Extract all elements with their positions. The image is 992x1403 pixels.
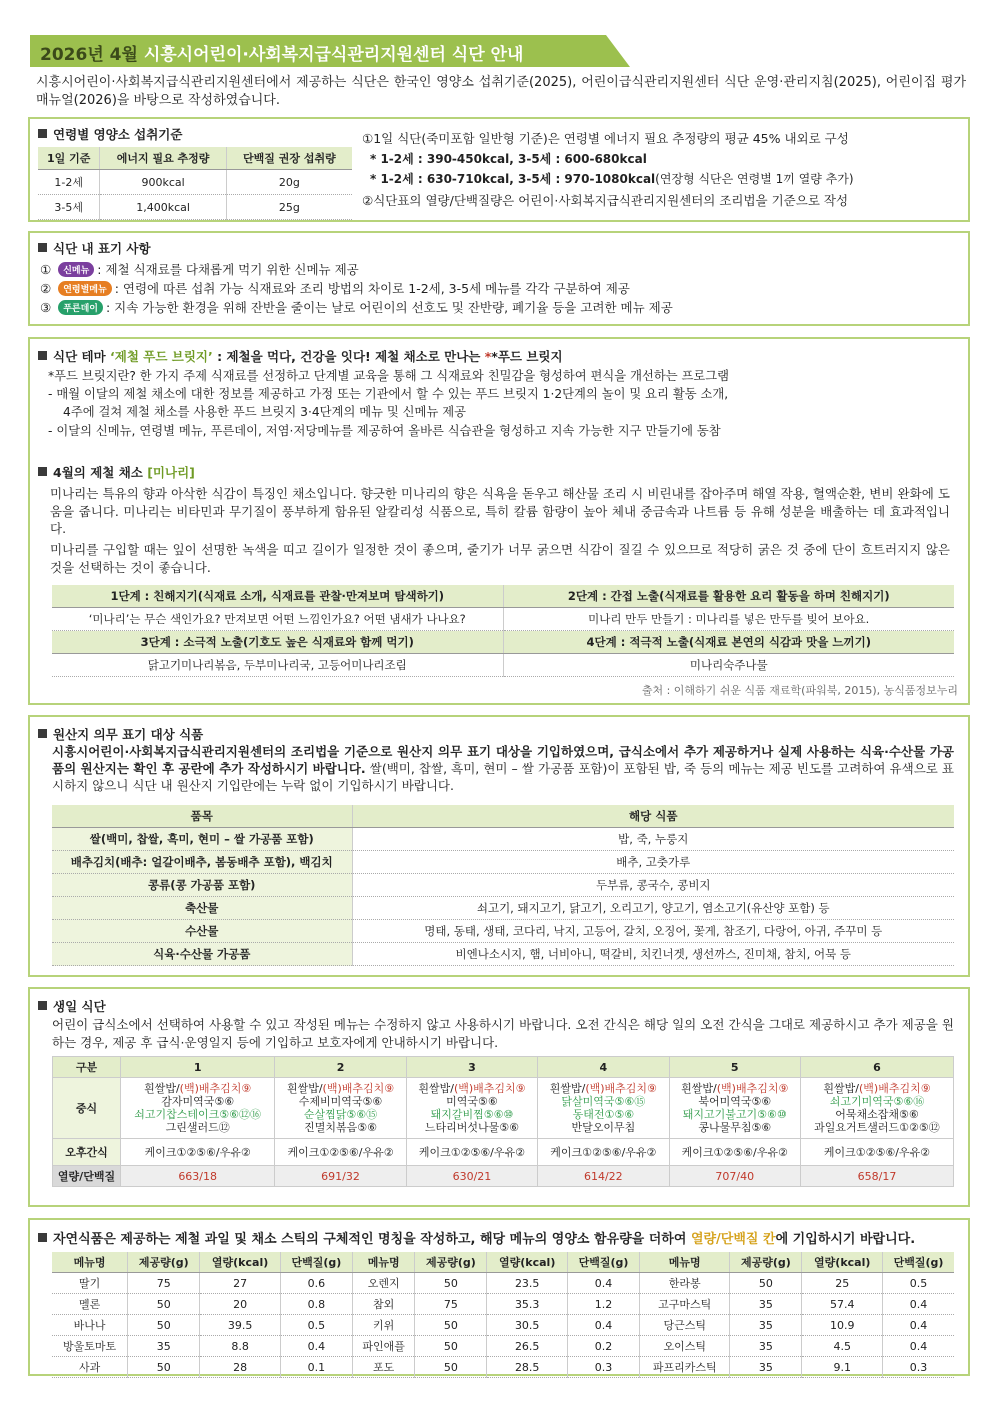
table-row bbox=[52, 1294, 954, 1315]
table-cell: 0.8 bbox=[280, 1294, 352, 1315]
table-cell: 1,400kcal bbox=[100, 195, 226, 220]
table-row bbox=[52, 1357, 954, 1378]
table-cell: 1-2세 bbox=[38, 170, 100, 195]
table-cell: 50 bbox=[128, 1294, 200, 1315]
lunch-soup: 감자미역국⑤⑥ bbox=[161, 1095, 235, 1108]
birthday-col-label: 구분 bbox=[53, 1057, 121, 1078]
header-title-text: 시흥시어린이·사회복지급식관리지원센터 식단 안내 bbox=[143, 45, 524, 65]
lunch-rice: 흰쌀밥/ bbox=[823, 1082, 859, 1095]
table-cell: 오이스틱 bbox=[640, 1336, 730, 1357]
birthday-snack-cell: 케이크①②⑤⑥/우유② bbox=[669, 1139, 800, 1166]
table-cell: 35 bbox=[128, 1336, 200, 1357]
marks-item-1 bbox=[40, 260, 359, 278]
birthday-total-row bbox=[53, 1166, 954, 1187]
table-cell: 1.2 bbox=[568, 1294, 640, 1315]
table-cell: 25g bbox=[226, 195, 352, 220]
table-cell: 쌀(백미, 찹쌀, 흑미, 현미 – 쌀 가공품 포함) bbox=[52, 828, 352, 851]
birthday-lunch-cell bbox=[406, 1078, 537, 1139]
step-3-desc: 닭고기미나리볶음, 두부미나리국, 고등어미나리조림 bbox=[52, 654, 503, 677]
table-cell: 0.5 bbox=[280, 1315, 352, 1336]
lunch-side: 콩나물무침⑤⑥ bbox=[698, 1121, 772, 1134]
theme-section bbox=[28, 337, 970, 705]
table-cell: 35 bbox=[730, 1336, 802, 1357]
theme-heading-b: ‘제철 푸드 브릿지’ bbox=[110, 349, 213, 364]
fruits-col: 제공량(g) bbox=[128, 1252, 200, 1273]
step-3-title: 3단계 : 소극적 노출(기호도 높은 식재료와 함께 먹기) bbox=[52, 631, 503, 654]
origin-col-2: 해당 식품 bbox=[352, 805, 954, 828]
table-row bbox=[52, 828, 954, 851]
lunch-kimchi: (백)배추김치⑨ bbox=[716, 1082, 789, 1095]
origin-heading bbox=[38, 725, 203, 743]
table-cell: 27 bbox=[200, 1273, 281, 1294]
table-cell: 0.3 bbox=[568, 1357, 640, 1378]
fruits-col: 열량(kcal) bbox=[802, 1252, 883, 1273]
table-cell: 수산물 bbox=[52, 920, 352, 943]
birthday-snack-cell: 케이크①②⑤⑥/우유② bbox=[538, 1139, 669, 1166]
table-cell: 0.6 bbox=[280, 1273, 352, 1294]
veg-heading bbox=[38, 463, 195, 481]
step-1-title: 1단계 : 친해지기(식재료 소개, 식재료를 관찰·만져보며 탐색하기) bbox=[52, 585, 503, 608]
birthday-option-num: 6 bbox=[800, 1057, 953, 1078]
table-cell: 25 bbox=[802, 1273, 883, 1294]
birthday-lunch-cell bbox=[121, 1078, 275, 1139]
theme-bullet-1b: 4주에 걸쳐 제철 채소를 사용한 푸드 브릿지 3·4단계의 메뉴 및 신메뉴 제공 bbox=[63, 405, 466, 419]
fruits-col: 메뉴명 bbox=[352, 1252, 414, 1273]
table-cell: 30.5 bbox=[487, 1315, 568, 1336]
birthday-snack-row bbox=[53, 1139, 954, 1166]
fruits-col: 열량(kcal) bbox=[200, 1252, 281, 1273]
table-cell: 10.9 bbox=[802, 1315, 883, 1336]
table-cell: 50 bbox=[128, 1315, 200, 1336]
theme-definition: *푸드 브릿지란? 한 가지 주제 식재료를 선정하고 단계별 교육을 통해 그 식재료와 친밀감을 형성하여 편식을 개선하는 프로그램 bbox=[48, 369, 730, 383]
lunch-side: 반달오이무침 bbox=[571, 1121, 636, 1134]
step-2-desc: 미나리 만두 만들기 : 미나리를 넣은 만두를 빚어 보아요. bbox=[503, 608, 954, 631]
veg-paragraph-1: 미나리는 특유의 향과 아삭한 식감이 특징인 채소입니다. 향긋한 미나리의 향은 식욕을 돋우고 해산물 조리 시 비린내를 잡아주며 해열 작용, 혈액순환, 변비 완화에 도움을 줍니다. 미나리는 비타민과 무기질이 풍부하게 함유된 알칼리성 식품으로, 특히 칼륨 함량이 높아 체내 중금속과 나트륨 등 유해 성분을 배출하는 데 효과적입니다. bbox=[50, 486, 950, 536]
lunch-side: 진멸치볶음⑤⑥ bbox=[304, 1121, 377, 1134]
nutrition-col-1: 1일 기준 bbox=[38, 147, 100, 170]
birthday-heading bbox=[38, 997, 106, 1015]
table-cell: 0.4 bbox=[568, 1315, 640, 1336]
fruits-header-row bbox=[52, 1252, 954, 1273]
origin-paragraph bbox=[52, 743, 954, 794]
table-cell: 두부류, 콩국수, 콩비지 bbox=[352, 874, 954, 897]
page-header bbox=[30, 35, 630, 67]
table-cell: 0.5 bbox=[883, 1273, 954, 1294]
table-cell: 파프리카스틱 bbox=[640, 1357, 730, 1378]
nutrition-col-3: 단백질 권장 섭취량 bbox=[226, 147, 352, 170]
lunch-rice: 흰쌀밥/ bbox=[681, 1082, 717, 1095]
origin-section bbox=[28, 715, 970, 977]
table-cell: 35 bbox=[730, 1357, 802, 1378]
lunch-kimchi: (백)배추김치⑨ bbox=[179, 1082, 252, 1095]
lunch-main: 돼지갈비찜⑤⑥⑩ bbox=[430, 1108, 514, 1121]
lunch-rice: 흰쌀밥/ bbox=[144, 1082, 180, 1095]
table-cell: 콩류(콩 가공품 포함) bbox=[52, 874, 352, 897]
table-cell: 4.5 bbox=[802, 1336, 883, 1357]
birthday-snack-cell: 케이크①②⑤⑥/우유② bbox=[800, 1139, 953, 1166]
fruits-heading-a: 자연식품은 제공하는 제철 과일 및 채소 스틱의 구체적인 명칭을 작성하고, 해당 메뉴의 영양소 함유량을 더하여 bbox=[53, 1232, 691, 1247]
marks-heading bbox=[38, 239, 151, 257]
fruits-col: 단백질(g) bbox=[280, 1252, 352, 1273]
birthday-row-lunch-label: 중식 bbox=[53, 1078, 121, 1139]
table-cell: 50 bbox=[128, 1357, 200, 1378]
table-row bbox=[52, 851, 954, 874]
intro-text: 시흥시어린이·사회복지급식관리지원센터에서 제공하는 식단은 한국인 영양소 섭취기준(2025), 어린이급식관리지원센터 식단 운영·관리지침(2025), 어린이집 평가 매뉴얼(2026)을 바탕으로 작성하였습니다. bbox=[36, 75, 966, 108]
table-cell: 포도 bbox=[352, 1357, 414, 1378]
table-cell: 0.2 bbox=[568, 1336, 640, 1357]
table-cell: 배추, 고춧가루 bbox=[352, 851, 954, 874]
nutrition-heading-text: 연령별 영양소 섭취기준 bbox=[53, 127, 183, 142]
lunch-rice: 흰쌀밥/ bbox=[549, 1082, 586, 1095]
table-cell: 축산물 bbox=[52, 897, 352, 920]
new-menu-tag: 신메뉴 bbox=[58, 262, 94, 277]
lunch-kimchi: (백)배추김치⑨ bbox=[453, 1082, 526, 1095]
table-cell: 0.4 bbox=[280, 1336, 352, 1357]
green-day-tag: 푸른데이 bbox=[58, 300, 103, 315]
origin-col-1: 품목 bbox=[52, 805, 352, 828]
lunch-side: 과일요거트샐러드①②⑤⑫ bbox=[814, 1121, 940, 1134]
table-cell: 57.4 bbox=[802, 1294, 883, 1315]
lunch-soup: 미역국⑤⑥ bbox=[446, 1095, 498, 1108]
table-cell: 50 bbox=[415, 1336, 487, 1357]
lunch-kimchi: (백)배추김치⑨ bbox=[585, 1082, 657, 1095]
table-cell: 쇠고기, 돼지고기, 닭고기, 오리고기, 양고기, 염소고기(유산양 포함) 등 bbox=[352, 897, 954, 920]
table-cell: 바나나 bbox=[52, 1315, 128, 1336]
table-cell: 파인애플 bbox=[352, 1336, 414, 1357]
table-cell: 50 bbox=[415, 1315, 487, 1336]
table-cell: 39.5 bbox=[200, 1315, 281, 1336]
table-row bbox=[52, 920, 954, 943]
fruits-col: 단백질(g) bbox=[568, 1252, 640, 1273]
table-cell: 0.4 bbox=[883, 1315, 954, 1336]
table-cell: 23.5 bbox=[487, 1273, 568, 1294]
birthday-total-cell: 707/40 bbox=[669, 1166, 800, 1187]
marks-item-text: : 제철 식재료를 다채롭게 먹기 위한 신메뉴 제공 bbox=[97, 262, 359, 277]
marks-heading-text: 식단 내 표기 사항 bbox=[53, 241, 151, 256]
table-cell: 식육·수산물 가공품 bbox=[52, 943, 352, 966]
birthday-section bbox=[28, 987, 970, 1207]
birthday-snack-cell: 케이크①②⑤⑥/우유② bbox=[406, 1139, 537, 1166]
food-bridge-steps-table bbox=[52, 585, 954, 677]
table-row bbox=[52, 897, 954, 920]
fruits-col: 제공량(g) bbox=[415, 1252, 487, 1273]
birthday-lunch-cell bbox=[538, 1078, 669, 1139]
table-cell: 0.3 bbox=[883, 1357, 954, 1378]
table-cell: 딸기 bbox=[52, 1273, 128, 1294]
marks-item-text: : 연령에 따른 섭취 가능 식재료와 조리 방법의 차이로 1-2세, 3-5세 메뉴를 각각 구분하여 제공 bbox=[114, 281, 630, 296]
fruits-heading bbox=[38, 1228, 915, 1247]
page-title bbox=[40, 40, 523, 65]
table-cell: 35 bbox=[730, 1294, 802, 1315]
header-year-month: 2026년 4월 bbox=[40, 45, 138, 65]
nutrition-note-3a: * 1-2세 : 630-710kcal, 3-5세 : 970-1080kcal bbox=[370, 172, 656, 186]
table-cell: 한라봉 bbox=[640, 1273, 730, 1294]
birthday-option-num: 3 bbox=[406, 1057, 537, 1078]
lunch-main: 순살찜닭⑤⑥⑮ bbox=[303, 1108, 378, 1121]
table-cell: 0.1 bbox=[280, 1357, 352, 1378]
birthday-lunch-cell bbox=[800, 1078, 953, 1139]
veg-name: [미나리] bbox=[147, 465, 195, 480]
origin-paragraph-bold: 시흥시어린이·사회복지급식관리지원센터의 조리법을 기준으로 원산지 의무 표기 대상을 기입하였으며, 급식소에서 추가 제공하거나 실제 사용하는 식육·수산물 가공품의 원산지는 확인 후 공란에 추가 작성하시기 바랍니다. bbox=[52, 744, 954, 776]
lunch-soup: 북어미역국⑤⑥ bbox=[698, 1095, 772, 1108]
marks-item-num: ② bbox=[40, 281, 52, 296]
lunch-side: 그린샐러드⑫ bbox=[165, 1121, 230, 1134]
table-cell: 75 bbox=[415, 1294, 487, 1315]
birthday-option-num: 4 bbox=[538, 1057, 669, 1078]
table-cell: 35 bbox=[730, 1315, 802, 1336]
table-cell: 배추김치(배추: 얼갈이배추, 봄동배추 포함), 백김치 bbox=[52, 851, 352, 874]
origin-paragraph-rest: 쌀(백미, 찹쌀, 흑미, 현미 – 쌀 가공품 포함)이 포함된 밥, 죽 등의 메뉴는 제공 빈도를 고려하여 유색으로 표시하지 않으니 식단 내 원산지 기입란에는 누락 없이 기입하시기 바랍니다. bbox=[52, 761, 955, 793]
marks-item-2 bbox=[40, 279, 630, 297]
theme-heading: 식단 테마 ‘제철 푸드 브릿지’ : 제철을 먹다, 건강을 잇다! 제철 채소로 만나는 **푸드 브릿지 bbox=[38, 347, 563, 365]
table-cell: 키위 bbox=[352, 1315, 414, 1336]
marks-section bbox=[28, 231, 970, 326]
fruits-col: 열량(kcal) bbox=[487, 1252, 568, 1273]
table-cell: 밥, 죽, 누룽지 bbox=[352, 828, 954, 851]
nutrition-section bbox=[28, 117, 970, 222]
birthday-snack-cell: 케이크①②⑤⑥/우유② bbox=[121, 1139, 275, 1166]
veg-heading-text: 4월의 제철 채소 bbox=[53, 465, 143, 480]
fruits-heading-c: 에 기입하시기 바랍니다. bbox=[775, 1232, 916, 1247]
table-cell: 28.5 bbox=[487, 1357, 568, 1378]
lunch-main: 쇠고기찹스테이크⑤⑥⑫⑯ bbox=[134, 1108, 262, 1121]
table-cell: 900kcal bbox=[100, 170, 226, 195]
table-row bbox=[52, 1273, 954, 1294]
table-cell: 오렌지 bbox=[352, 1273, 414, 1294]
veg-source: 출처 : 이해하기 쉬운 식품 재료학(파워북, 2015), 농식품정보누리 bbox=[641, 684, 958, 697]
origin-table bbox=[52, 805, 954, 966]
table-cell: 참외 bbox=[352, 1294, 414, 1315]
fruits-col: 제공량(g) bbox=[730, 1252, 802, 1273]
birthday-option-num: 1 bbox=[121, 1057, 275, 1078]
table-cell: 50 bbox=[415, 1273, 487, 1294]
fruits-section bbox=[28, 1218, 970, 1376]
step-1-desc: ‘미나리’는 무슨 색인가요? 만져보면 어떤 느낌인가요? 어떤 냄새가 나나요? bbox=[52, 608, 503, 631]
marks-item-3 bbox=[40, 298, 673, 316]
birthday-option-num: 2 bbox=[275, 1057, 406, 1078]
step-4-title: 4단계 : 적극적 노출(식재료 본연의 식감과 맛을 느끼기) bbox=[503, 631, 954, 654]
lunch-kimchi: (백)배추김치⑨ bbox=[322, 1082, 395, 1095]
theme-bullet-1: - 매월 이달의 제철 채소에 대한 정보를 제공하고 가정 또는 기관에서 할 수 있는 푸드 브릿지 1·2단계의 놀이 및 요리 활동 소개, bbox=[48, 387, 729, 401]
theme-heading-c: : 제철을 먹다, 건강을 잇다! 제철 채소로 만나는 bbox=[217, 349, 481, 364]
origin-heading-text: 원산지 의무 표기 대상 식품 bbox=[53, 727, 204, 742]
birthday-row-snack-label: 오후간식 bbox=[53, 1139, 121, 1166]
birthday-heading-text: 생일 식단 bbox=[53, 999, 106, 1014]
table-cell: 20 bbox=[200, 1294, 281, 1315]
fruits-col: 메뉴명 bbox=[640, 1252, 730, 1273]
birthday-table bbox=[52, 1056, 954, 1187]
birthday-total-cell: 663/18 bbox=[121, 1166, 275, 1187]
nutrition-note-3b: (연장형 식단은 연령별 1끼 열량 추가) bbox=[655, 172, 854, 186]
lunch-main: 어묵채소잡채⑤⑥ bbox=[835, 1108, 919, 1121]
nutrition-note-3 bbox=[370, 170, 854, 187]
theme-heading-a: 식단 테마 bbox=[53, 349, 106, 364]
table-cell: 당근스틱 bbox=[640, 1315, 730, 1336]
fruits-table bbox=[52, 1252, 954, 1378]
table-cell: 8.8 bbox=[200, 1336, 281, 1357]
table-row bbox=[52, 1336, 954, 1357]
birthday-lunch-cell bbox=[669, 1078, 800, 1139]
birthday-lunch-cell bbox=[275, 1078, 406, 1139]
lunch-rice: 흰쌀밥/ bbox=[286, 1082, 323, 1095]
birthday-row-total-label: 열량/단백질 bbox=[53, 1166, 121, 1187]
nutrition-note-2: * 1-2세 : 390-450kcal, 3-5세 : 600-680kcal bbox=[370, 152, 647, 166]
lunch-rice: 흰쌀밥/ bbox=[418, 1082, 454, 1095]
nutrition-table bbox=[38, 147, 352, 220]
marks-item-num: ③ bbox=[40, 300, 52, 315]
table-row bbox=[52, 943, 954, 966]
table-cell: 고구마스틱 bbox=[640, 1294, 730, 1315]
fruits-col: 메뉴명 bbox=[52, 1252, 128, 1273]
table-cell: 3-5세 bbox=[38, 195, 100, 220]
step-2-title: 2단계 : 간접 노출(식재료를 활용한 요리 활동을 하며 친해지기) bbox=[503, 585, 954, 608]
lunch-soup: 수제비미역국⑤⑥ bbox=[298, 1095, 383, 1108]
birthday-header-row bbox=[53, 1057, 954, 1078]
table-cell: 0.4 bbox=[883, 1294, 954, 1315]
birthday-lunch-row bbox=[53, 1078, 954, 1139]
table-cell: 9.1 bbox=[802, 1357, 883, 1378]
marks-item-text: : 지속 가능한 환경을 위해 잔반을 줄이는 날로 어린이의 선호도 및 잔반량, 폐기율 등을 고려한 메뉴 제공 bbox=[105, 300, 673, 315]
table-cell: 50 bbox=[415, 1357, 487, 1378]
table-row bbox=[52, 874, 954, 897]
birthday-total-cell: 614/22 bbox=[538, 1166, 669, 1187]
lunch-main: 돼지고기불고기⑤⑥⑩ bbox=[682, 1108, 787, 1121]
table-cell: 75 bbox=[128, 1273, 200, 1294]
birthday-paragraph: 어린이 급식소에서 선택하여 사용할 수 있고 작성된 메뉴는 수정하지 않고 사용하시기 바랍니다. 오전 간식은 해당 일의 오전 간식을 그대로 제공하시고 추가 제공을 원하는 경우, 제공 후 급식·운영일지 등에 기입하고 보호자에게 안내하시기 바랍니다. bbox=[52, 1017, 954, 1050]
table-cell: 방울토마토 bbox=[52, 1336, 128, 1357]
nutrition-col-2: 에너지 필요 추정량 bbox=[100, 147, 226, 170]
table-cell: 명태, 동태, 생태, 코다리, 낙지, 고등어, 갈치, 오징어, 꽃게, 참조기, 다랑어, 아귀, 주꾸미 등 bbox=[352, 920, 954, 943]
theme-bullet-2: - 이달의 신메뉴, 연령별 메뉴, 푸른데이, 저염·저당메뉴를 제공하여 올바른 식습관을 형성하고 지속 가능한 지구 만들기에 동참 bbox=[48, 424, 721, 438]
table-cell: 35.3 bbox=[487, 1294, 568, 1315]
nutrition-note-1: ①1일 식단(죽미포함 일반형 기준)은 연령별 에너지 필요 추정량의 평균 45% 내외로 구성 bbox=[362, 131, 849, 146]
table-cell: 멜론 bbox=[52, 1294, 128, 1315]
veg-paragraph-2: 미나리를 구입할 때는 잎이 선명한 녹색을 띠고 길이가 일정한 것이 좋으며, 줄기가 너무 굵으면 식감이 질길 수 있으므로 적당히 굵은 것 중에 단이 흐트러지지 않은 것을 선택하는 것이 좋습니다. bbox=[50, 542, 950, 575]
step-4-desc: 미나리숙주나물 bbox=[503, 654, 954, 677]
birthday-total-cell: 691/32 bbox=[275, 1166, 406, 1187]
lunch-main: 동태전①⑤⑥ bbox=[572, 1108, 635, 1121]
table-row bbox=[38, 195, 352, 220]
lunch-soup: 닭살미역국⑤⑥⑮ bbox=[561, 1095, 646, 1108]
lunch-kimchi: (백)배추김치⑨ bbox=[858, 1082, 931, 1095]
table-cell: 0.4 bbox=[883, 1336, 954, 1357]
nutrition-heading bbox=[38, 125, 182, 143]
fruits-col: 단백질(g) bbox=[883, 1252, 954, 1273]
table-cell: 26.5 bbox=[487, 1336, 568, 1357]
table-cell: 28 bbox=[200, 1357, 281, 1378]
table-row bbox=[52, 1315, 954, 1336]
table-cell: 50 bbox=[730, 1273, 802, 1294]
lunch-soup: 쇠고기미역국⑤⑥⑯ bbox=[829, 1095, 925, 1108]
birthday-total-cell: 630/21 bbox=[406, 1166, 537, 1187]
marks-item-num: ① bbox=[40, 262, 52, 277]
age-menu-tag: 연령별메뉴 bbox=[58, 281, 111, 296]
fruits-heading-b: 열량/단백질 칸 bbox=[690, 1232, 776, 1247]
table-row bbox=[38, 170, 352, 195]
table-cell: 사과 bbox=[52, 1357, 128, 1378]
birthday-option-num: 5 bbox=[669, 1057, 800, 1078]
table-cell: 비엔나소시지, 햄, 너비아니, 떡갈비, 치킨너겟, 생선까스, 진미채, 참치, 어묵 등 bbox=[352, 943, 954, 966]
table-cell: 0.4 bbox=[568, 1273, 640, 1294]
birthday-snack-cell: 케이크①②⑤⑥/우유② bbox=[275, 1139, 406, 1166]
birthday-total-cell: 658/17 bbox=[800, 1166, 953, 1187]
lunch-side: 느타리버섯나물⑤⑥ bbox=[424, 1121, 519, 1134]
table-cell: 20g bbox=[226, 170, 352, 195]
nutrition-note-4: ②식단표의 열량/단백질량은 어린이·사회복지급식관리지원센터의 조리법을 기준으로 작성 bbox=[362, 193, 849, 208]
theme-heading-d: *푸드 브릿지 bbox=[491, 349, 563, 364]
